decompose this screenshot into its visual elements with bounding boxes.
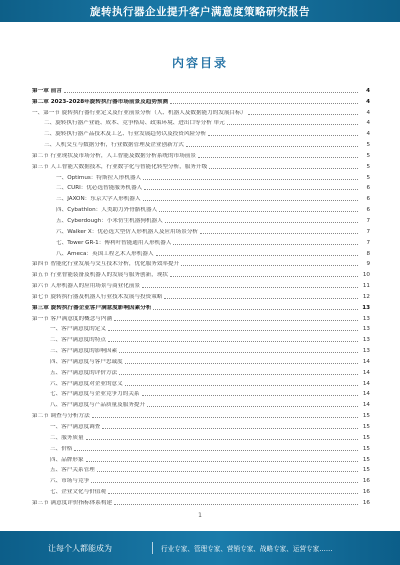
toc-leader-dots [156, 254, 358, 256]
toc-leader-dots [144, 188, 358, 190]
toc-entry[interactable] [32, 333, 370, 344]
toc-entry-page: 4 [366, 120, 370, 127]
toc-entry-page: 5 [366, 142, 370, 149]
toc-leader-dots [108, 340, 358, 342]
toc-entry[interactable] [32, 431, 370, 442]
toc-entry-page: 16 [362, 478, 370, 485]
toc-entry-page: 4 [366, 109, 370, 116]
toc-entry[interactable] [32, 496, 370, 507]
toc-leader-dots [74, 449, 358, 451]
toc-entry-page: 15 [362, 467, 370, 474]
toc-entry-page: 13 [362, 304, 370, 311]
toc-entry[interactable] [32, 388, 370, 399]
toc-entry-page: 14 [362, 380, 370, 387]
toc-entry[interactable] [32, 355, 370, 366]
toc-entry-page: 11 [362, 283, 370, 290]
toc-entry[interactable] [32, 279, 370, 290]
toc-entry-label: 七、企业文化与价值观 [50, 489, 106, 496]
toc-entry-page: 7 [366, 217, 370, 224]
toc-entry-page: 6 [366, 185, 370, 192]
toc-entry-label: 第七节 旋转执行器及机器人行业技术发展与投资策略 [32, 293, 163, 300]
toc-leader-dots [165, 221, 358, 223]
toc-leader-dots [181, 264, 358, 266]
toc-entry-label: 三、JAXON：东京大学人形机器人 [56, 196, 141, 203]
toc-entry-page: 15 [362, 456, 370, 463]
toc-entry-label: 四、Cybathlon：人类助力外骨骼机器人 [56, 207, 158, 214]
toc-entry-page: 12 [362, 293, 370, 300]
toc-leader-dots [108, 492, 358, 494]
toc-entry[interactable] [32, 323, 370, 334]
toc-leader-dots [248, 113, 358, 115]
toc-entry[interactable] [32, 290, 370, 301]
toc-entry-page: 4 [366, 87, 370, 94]
toc-entry[interactable] [32, 214, 370, 225]
toc-entry-page: 16 [362, 499, 370, 506]
toc-leader-dots [92, 416, 358, 418]
toc-entry[interactable] [32, 344, 370, 355]
toc-leader-dots [147, 405, 358, 407]
toc-leader-dots [164, 297, 358, 299]
toc-entry-label: 七、Tower GR-1：傅利叶智能通用人形机器人 [56, 239, 172, 246]
toc-entry[interactable] [32, 474, 370, 485]
toc-leader-dots [119, 351, 358, 353]
toc-entry[interactable] [32, 138, 370, 149]
toc-entry-label: 第一章 前言 [32, 87, 62, 94]
toc-entry-page: 8 [366, 250, 370, 257]
toc-entry[interactable] [32, 117, 370, 128]
toc-entry-label: 二、服务质量 [50, 434, 84, 441]
toc-entry[interactable] [32, 247, 370, 258]
toc-entry[interactable] [32, 409, 370, 420]
toc-leader-dots [86, 438, 358, 440]
toc-entry[interactable] [32, 377, 370, 388]
toc-entry[interactable] [32, 453, 370, 464]
toc-leader-dots [208, 134, 358, 136]
toc-entry[interactable] [32, 312, 370, 323]
toc-leader-dots [97, 470, 358, 472]
toc-title: 内容目录 [171, 56, 228, 70]
toc-entry[interactable] [32, 149, 370, 160]
toc-entry[interactable] [32, 442, 370, 453]
toc-entry-label: 第三节 人工智能大数据技术，行业数字化与智能化转型分析，服务升级 [32, 163, 208, 170]
toc-entry-page: 13 [362, 326, 370, 333]
toc-entry[interactable] [32, 301, 370, 312]
footer-tagline: 行业专家、管理专家、营销专家、战略专家、运营专家…… [161, 545, 333, 553]
toc-entry-label: 第三节 满意度评价指标体系构建 [32, 499, 113, 506]
toc-entry[interactable] [32, 225, 370, 236]
toc-entry-label: 六、市场与竞争 [50, 478, 90, 485]
toc-entry-page: 10 [362, 272, 370, 279]
toc-entry[interactable] [32, 366, 370, 377]
toc-leader-dots [114, 503, 358, 505]
toc-leader-dots [125, 362, 358, 364]
toc-entry[interactable] [32, 106, 370, 117]
toc-entry-page: 15 [362, 445, 370, 452]
toc-leader-dots [102, 427, 358, 429]
toc-entry-label: 六、客户满意度对企业的意义 [50, 380, 123, 387]
toc-leader-dots [170, 102, 358, 104]
header-bar [0, 0, 400, 22]
toc-entry-label: 二、客户满意度的特点 [50, 337, 106, 344]
toc-leader-dots [143, 178, 358, 180]
toc-leader-dots [198, 156, 358, 158]
toc-entry-page: 9 [366, 261, 370, 268]
toc-entry[interactable] [32, 160, 370, 171]
footer-bar [0, 531, 400, 565]
toc-entry-label: 五、客户满意度的评价方法 [50, 369, 118, 376]
toc-entry-label: 四、客户满意度与客户忠诚度 [50, 358, 123, 365]
toc-entry-label: 第三章 旋转执行器企业客户满意度影响因素分析 [32, 304, 152, 311]
toc-entry-label: 四、品牌形象 [50, 456, 84, 463]
toc-entry-label: 二、旋转执行器产业链、成本、竞争格局、政策环境、进出口等分析 单元 [44, 120, 225, 127]
toc-entry-page: 13 [362, 315, 370, 322]
toc-entry-page: 5 [366, 174, 370, 181]
toc-leader-dots [91, 481, 358, 483]
toc-entry[interactable] [32, 485, 370, 496]
toc-entry[interactable] [32, 203, 370, 214]
toc-entry-page: 4 [366, 131, 370, 138]
toc-entry[interactable] [32, 171, 370, 182]
toc-entry-label: 第四节 智能化行业发展与交互技术分析，优化服务效率提升 [32, 261, 180, 268]
toc-leader-dots [227, 123, 358, 125]
toc-leader-dots [200, 232, 358, 234]
toc-entry-label: 一、客户满意度调查 [50, 424, 101, 430]
toc-leader-dots [143, 199, 358, 201]
toc-entry[interactable] [32, 127, 370, 138]
toc-entry-label: 第五节 行业智能装备及机器人的发展与服务创新，现状 [32, 272, 169, 279]
toc-entry[interactable] [32, 420, 370, 431]
toc-leader-dots [170, 275, 358, 277]
toc-entry[interactable] [32, 258, 370, 269]
toc-entry-page: 14 [362, 391, 370, 398]
toc-leader-dots [119, 373, 358, 375]
toc-entry-label: 一、Optimus：特斯拉人形机器人 [56, 174, 142, 181]
toc-leader-dots [209, 167, 358, 169]
toc-entry-label: 三、客户满意度的影响因素 [50, 348, 118, 355]
toc-leader-dots [142, 286, 358, 288]
toc-leader-dots [125, 384, 358, 386]
toc-entry[interactable] [32, 268, 370, 279]
toc-entry-page: 7 [366, 228, 370, 235]
toc-entry-label: 八、客户满意度与产品质量及服务提升 [50, 402, 146, 409]
toc-entry-label: 七、客户满意度与企业竞争力的关系 [50, 391, 140, 398]
toc-entry-page: 16 [362, 489, 370, 496]
toc-entry-page: 4 [366, 98, 370, 105]
toc-entry-page: 6 [366, 207, 370, 214]
toc-entry-page: 5 [366, 152, 370, 159]
toc-entry-label: 三、价格 [50, 445, 73, 452]
toc-entry-page: 15 [362, 413, 370, 420]
toc-entry-label: 第一节 客户满意度的概念与内涵 [32, 315, 113, 322]
toc-entry-label: 一、第一节 旋转执行器行业定义及行业前景分析（人、机器人及数据能力的发展目标） [32, 109, 247, 116]
footer-divider [152, 542, 153, 554]
toc-leader-dots [114, 319, 358, 321]
toc-entry-label: 八、Ameca：英国工程艺术人形机器人 [56, 250, 154, 257]
toc-entry[interactable] [32, 192, 370, 203]
page-number: 1 [198, 512, 202, 519]
toc-entry-label: 五、Cyberdough：小米仿生机器狗机器人 [56, 217, 163, 224]
toc-entry-label: 第二章 2023-2028年旋转执行器市场前景及趋势预测 [32, 98, 169, 105]
toc-entry-page: 13 [362, 348, 370, 355]
toc-entry-page: 13 [362, 337, 370, 344]
toc-entry-page: 6 [366, 196, 370, 203]
toc-entry-page: 14 [362, 402, 370, 409]
toc-entry[interactable] [32, 236, 370, 247]
toc-leader-dots [86, 460, 358, 462]
toc-entry-page: 15 [362, 424, 370, 430]
toc-leader-dots [159, 210, 358, 212]
toc-entry[interactable] [32, 464, 370, 475]
toc-entry-label: 三、人机交互与数据分析，行业数据管理及企业创新方式 [44, 142, 184, 149]
toc-leader-dots [186, 145, 358, 147]
toc-entry[interactable] [32, 95, 370, 106]
toc-entry-label: 二、旋转执行器产品技术及工艺、行业发展趋势以及投资风险分析 [44, 131, 207, 138]
toc-leader-dots [173, 243, 358, 245]
footer-slogan: 让每个人都能成为 [48, 543, 112, 553]
toc-entry-label: 一、客户满意度的定义 [50, 326, 106, 333]
toc-entry-label: 第二节 调查与分析方法 [32, 413, 90, 420]
toc-entry-label: 第六节 人形机器人的应用场景与商业化前景 [32, 283, 141, 290]
toc-entry[interactable] [32, 182, 370, 193]
toc-entry-label: 二、CURI：优必选智能服务机器人 [56, 185, 143, 192]
toc-entry-page: 14 [362, 369, 370, 376]
toc-entry-page: 15 [362, 434, 370, 441]
toc-leader-dots [142, 394, 358, 396]
toc-entry-label: 六、Walker X：优必选大型仿人形机器人及应用场景分析 [56, 228, 199, 235]
report-title: 旋转执行器企业提升客户满意度策略研究报告 [90, 5, 310, 18]
toc-entry[interactable] [32, 84, 370, 95]
toc-entry-page: 7 [366, 239, 370, 246]
toc-entry[interactable] [32, 398, 370, 409]
toc-leader-dots [153, 308, 358, 310]
toc-list [32, 84, 370, 514]
toc-entry-label: 五、客户关系管理 [50, 467, 95, 474]
toc-entry-page: 5 [366, 163, 370, 170]
toc-leader-dots [108, 329, 358, 331]
toc-entry-label: 第二节 行业现状及市场分析，人工智能及数据分析系统的市场前景 [32, 152, 196, 159]
toc-leader-dots [64, 91, 358, 93]
toc-entry-page: 14 [362, 358, 370, 365]
